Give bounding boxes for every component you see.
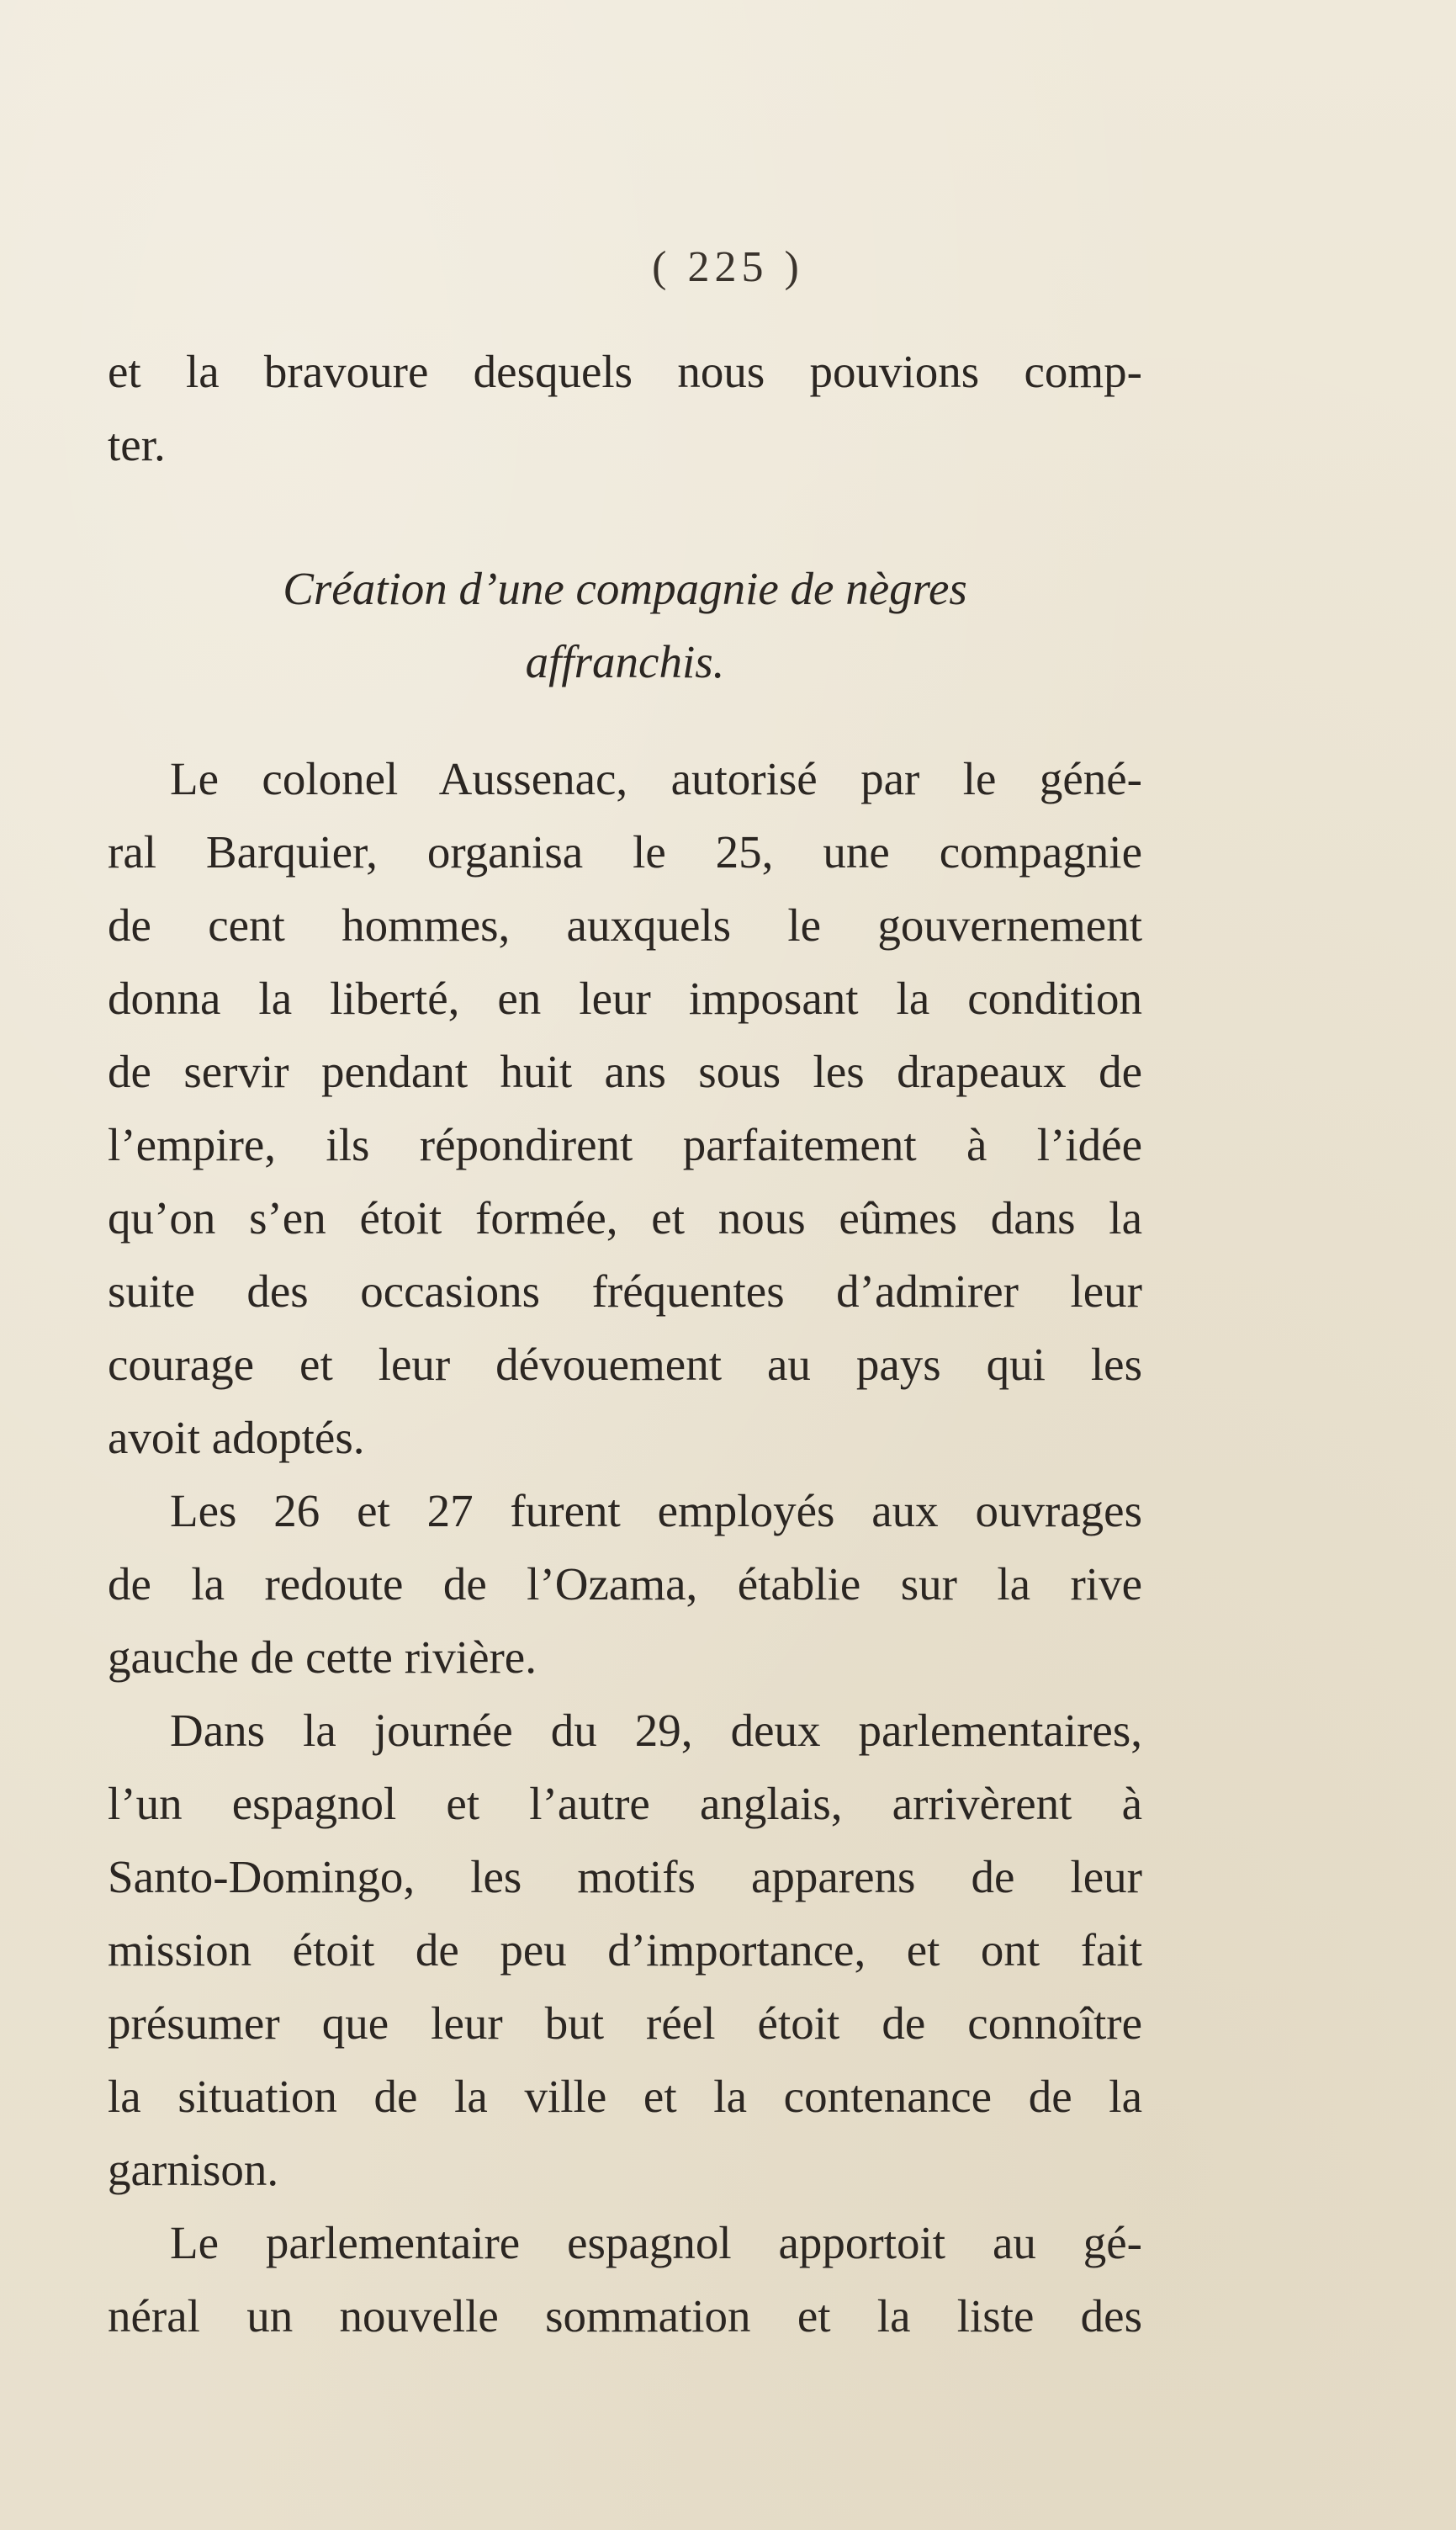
text-line: de cent hommes, auxquels le gouvernement [108, 899, 1142, 951]
text-line: Santo-Domingo, les motifs apparens de leur [108, 1851, 1142, 1902]
text-line: de servir pendant huit ans sous les drapeaux de [108, 1046, 1142, 1097]
text-line: gauche de cette rivière. [108, 1631, 537, 1683]
page-number: ( 225 ) [652, 243, 804, 291]
text-line: l’un espagnol et l’autre anglais, arrivèrent à [108, 1778, 1142, 1829]
text-line: de la redoute de l’Ozama, établie sur la rive [108, 1558, 1142, 1610]
text-line: Dans la journée du 29, deux parlementaires, [170, 1705, 1142, 1756]
text-line: présumer que leur but réel étoit de connoître [108, 1997, 1142, 2049]
text-line: Le parlementaire espagnol apportoit au gé- [170, 2217, 1142, 2268]
text-line: mission étoit de peu d’importance, et ont fait [108, 1924, 1142, 1976]
text-block [108, 335, 1142, 2352]
text-line: la situation de la ville et la contenance de la [108, 2071, 1142, 2122]
text-line: néral un nouvelle sommation et la liste des [108, 2290, 1142, 2342]
section-heading: Création d’une compagnie de nègres [283, 563, 967, 614]
text-line: Les 26 et 27 furent employés aux ouvrages [170, 1485, 1142, 1536]
text-line: donna la liberté, en leur imposant la condition [108, 973, 1142, 1024]
text-line: suite des occasions fréquentes d’admirer leur [108, 1265, 1142, 1317]
text-line: l’empire, ils répondirent parfaitement à l’idée [108, 1119, 1142, 1170]
text-line: garnison. [108, 2144, 279, 2195]
text-line: avoit adoptés. [108, 1412, 365, 1463]
text-line: ral Barquier, organisa le 25, une compagnie [108, 826, 1142, 878]
section-heading: affranchis. [525, 636, 725, 687]
text-line: courage et leur dévouement au pays qui les [108, 1339, 1142, 1390]
text-line: Le colonel Aussenac, autorisé par le géné- [170, 753, 1142, 804]
text-line: qu’on s’en étoit formée, et nous eûmes dans la [108, 1192, 1142, 1244]
text-line: ter. [108, 419, 166, 470]
text-line: et la bravoure desquels nous pouvions comp- [108, 346, 1142, 397]
